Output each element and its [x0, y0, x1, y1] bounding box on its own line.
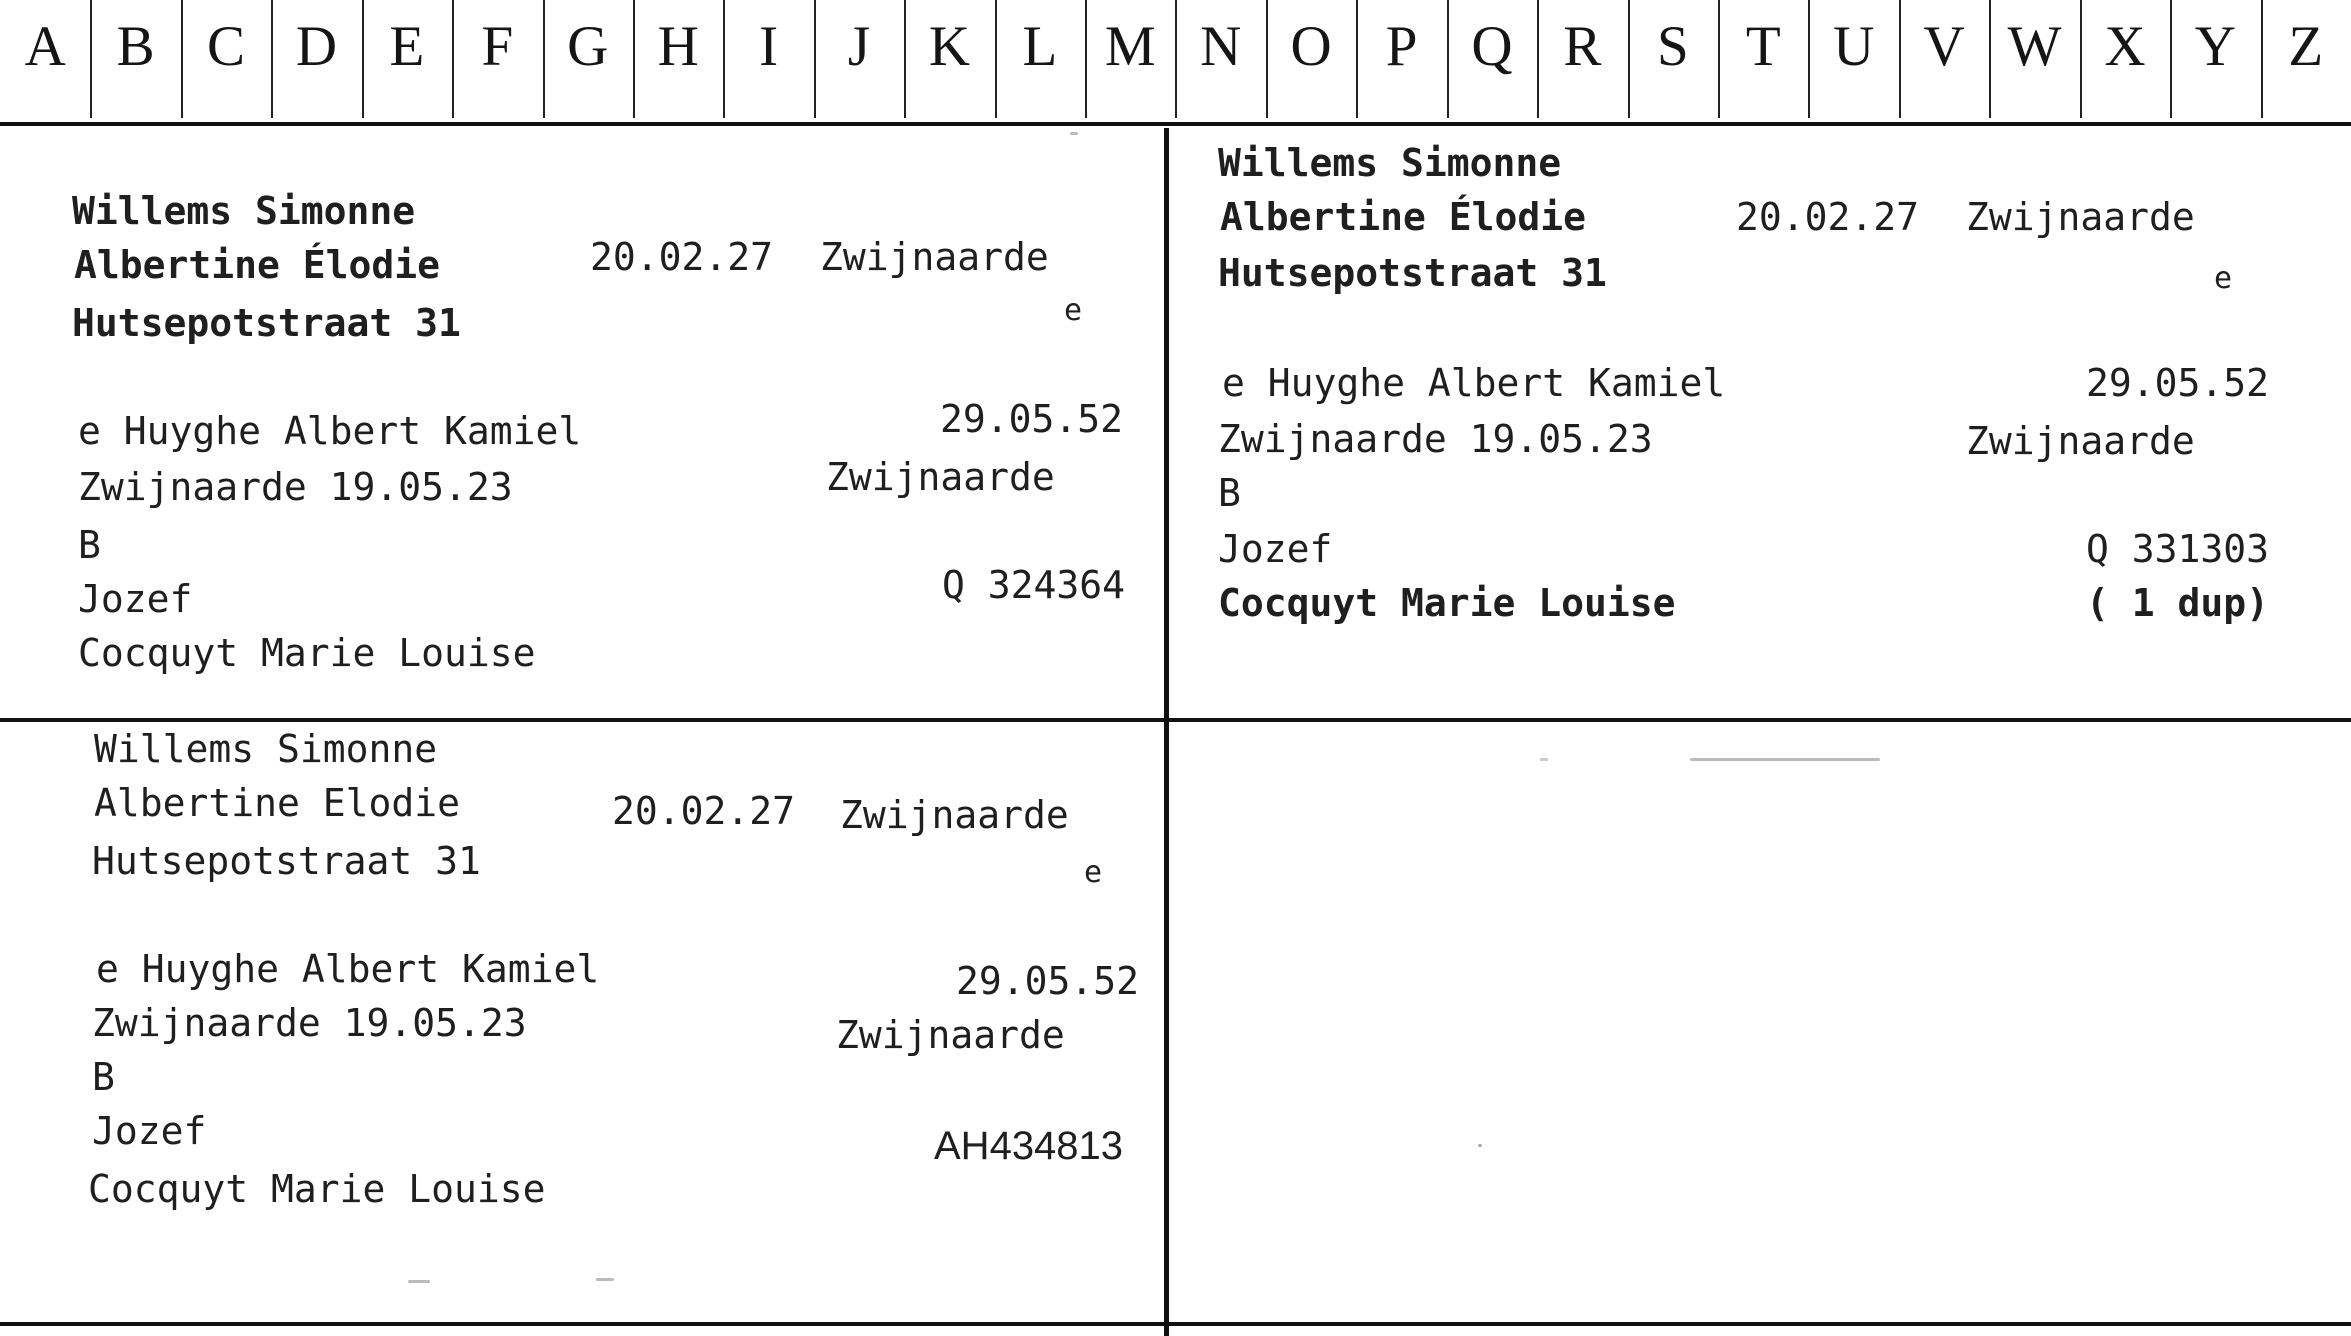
card-surname: Willems Simonne: [72, 189, 416, 233]
index-letter-c: C: [181, 0, 271, 122]
card-marriage-place: Zwijnaarde: [1966, 419, 2195, 463]
card-birth-place: Zwijnaarde: [1966, 195, 2195, 239]
card-surname: Willems Simonne: [94, 727, 438, 771]
index-letter-n: N: [1175, 0, 1265, 122]
card-spouse: e Huyghe Albert Kamiel: [96, 947, 600, 991]
card-address: Hutsepotstraat 31: [72, 301, 461, 345]
card-surname: Willems Simonne: [1218, 141, 1562, 185]
scan-speck: [1478, 1144, 1482, 1147]
index-letter-i: I: [723, 0, 813, 122]
card-note: ( 1 dup): [2086, 581, 2270, 625]
card-code: B: [92, 1055, 115, 1099]
card-gender-mark: e: [1064, 293, 1083, 328]
card-marriage-place: Zwijnaarde: [826, 455, 1055, 499]
index-letter-r: R: [1537, 0, 1627, 122]
index-letter-x: X: [2080, 0, 2170, 122]
scan-speck: [1070, 132, 1078, 135]
scan-speck: [1540, 758, 1548, 761]
index-letter-m: M: [1085, 0, 1175, 122]
scan-speck: [596, 1278, 614, 1281]
index-letter-a: A: [24, 15, 66, 78]
index-letter-y: Y: [2170, 0, 2260, 122]
index-letter-g: G: [543, 0, 633, 122]
card-birth-place: Zwijnaarde: [820, 235, 1049, 279]
card-document-number: AH434813: [934, 1124, 1124, 1168]
card-father: Jozef: [92, 1109, 207, 1153]
card-spouse-birth: Zwijnaarde 19.05.23: [92, 1001, 527, 1045]
index-letter-u: U: [1808, 0, 1898, 122]
index-letter-h: H: [633, 0, 723, 122]
index-letter-v: V: [1899, 0, 1989, 122]
card-given-names: Albertine Elodie: [94, 781, 461, 825]
card-mother: Cocquyt Marie Louise: [1218, 581, 1676, 625]
index-letter-w: W: [1989, 0, 2079, 122]
card-birth-place: Zwijnaarde: [840, 793, 1069, 837]
scan-speck: [408, 1280, 430, 1283]
card-spouse: e Huyghe Albert Kamiel: [78, 409, 582, 453]
card-marriage-date: 29.05.52: [2086, 361, 2270, 405]
index-letter-z: Z: [2261, 0, 2351, 122]
card-gender-mark: e: [2214, 261, 2233, 296]
index-letter-f: F: [452, 0, 542, 122]
card-father: Jozef: [78, 577, 193, 621]
card-gender-mark: e: [1084, 855, 1103, 890]
index-letter-s: S: [1628, 0, 1718, 122]
card-code: B: [1218, 471, 1241, 515]
card-marriage-date: 29.05.52: [940, 397, 1124, 441]
index-letter-e: E: [362, 0, 452, 122]
scan-speck: [1690, 758, 1880, 761]
index-letter-l: L: [995, 0, 1085, 122]
index-letter-t: T: [1718, 0, 1808, 122]
index-letter-p: P: [1356, 0, 1446, 122]
card-marriage-place: Zwijnaarde: [836, 1013, 1065, 1057]
card-marriage-date: 29.05.52: [956, 959, 1140, 1003]
card-document-number: Q 331303: [2086, 527, 2270, 571]
index-letter-k: K: [904, 0, 994, 122]
card-address: Hutsepotstraat 31: [92, 839, 481, 883]
index-letter-o: O: [1266, 0, 1356, 122]
card-birth-date: 20.02.27: [1736, 195, 1920, 239]
card-address: Hutsepotstraat 31: [1218, 251, 1607, 295]
index-letter-d: D: [271, 0, 361, 122]
card-birth-date: 20.02.27: [612, 789, 796, 833]
card-spouse-birth: Zwijnaarde 19.05.23: [1218, 417, 1653, 461]
index-letter-q: Q: [1447, 0, 1537, 122]
index-letter-b: B: [90, 0, 180, 122]
card-given-names: Albertine Élodie: [1220, 195, 1587, 239]
card-mother: Cocquyt Marie Louise: [78, 631, 536, 675]
card-birth-date: 20.02.27: [590, 235, 774, 279]
card-spouse-birth: Zwijnaarde 19.05.23: [78, 465, 513, 509]
card-spouse: e Huyghe Albert Kamiel: [1222, 361, 1726, 405]
card-mother: Cocquyt Marie Louise: [88, 1167, 546, 1211]
card-father: Jozef: [1218, 527, 1333, 571]
card-document-number: Q 324364: [942, 563, 1126, 607]
index-letter-j: J: [814, 0, 904, 122]
card-code: B: [78, 523, 101, 567]
card-given-names: Albertine Élodie: [74, 243, 441, 287]
